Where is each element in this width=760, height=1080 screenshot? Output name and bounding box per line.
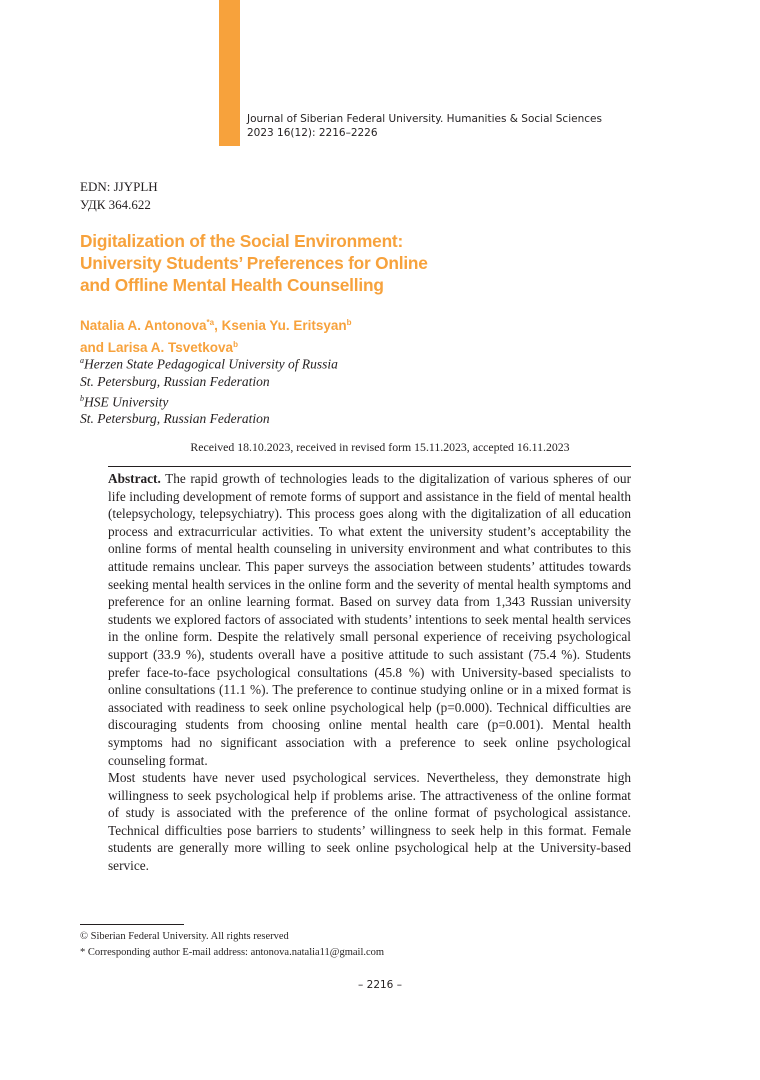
author-name: and Larisa A. Tsvetkova bbox=[80, 340, 234, 355]
abstract-paragraph: Most students have never used psychological services. Nevertheless, they demonstrate high willingness to seek psychological help if problems arise. The attractiveness of the online format of study is associated with the preference of the online format of psychological assistance. Technical difficulties pose barriers to students’ willingness to seek help in this format. Female students are generally more willing to seek online psychological help at the University-based service. bbox=[108, 770, 631, 874]
affiliation-name: Herzen State Pedagogical University of Russia bbox=[84, 356, 338, 372]
affiliation-mark: a bbox=[80, 356, 84, 365]
title-line-3: and Offline Mental Health Counselling bbox=[80, 275, 384, 295]
abstract-paragraph bbox=[108, 470, 631, 769]
author-list bbox=[80, 313, 352, 357]
author-mark: b bbox=[233, 340, 238, 349]
title-line-2: University Students’ Preferences for Online bbox=[80, 253, 428, 273]
affiliations bbox=[80, 352, 338, 427]
udk-code: УДК 364.622 bbox=[80, 197, 151, 212]
footnotes bbox=[80, 929, 384, 961]
abstract bbox=[108, 470, 631, 875]
article-title bbox=[80, 230, 500, 296]
accent-bar bbox=[219, 0, 240, 146]
copyright-note: © Siberian Federal University. All rights reserved bbox=[80, 931, 289, 942]
author-name: Natalia A. Antonova bbox=[80, 318, 207, 333]
author-separator: , bbox=[214, 318, 222, 333]
abstract-label: Abstract. bbox=[108, 471, 161, 486]
page-number: – 2216 – bbox=[358, 979, 402, 991]
affiliation-name: HSE University bbox=[84, 394, 169, 409]
journal-name: Journal of Siberian Federal University. Humanities & Social Sciences bbox=[247, 113, 602, 125]
abstract-divider bbox=[108, 466, 631, 467]
affiliation-mark: b bbox=[80, 393, 84, 403]
footnote-divider bbox=[80, 924, 184, 925]
corresponding-author-note: * Corresponding author E-mail address: antonova.natalia11@gmail.com bbox=[80, 947, 385, 958]
edn-code: EDN: JJYPLH bbox=[80, 179, 158, 194]
journal-issue: 2023 16(12): 2216–2226 bbox=[247, 127, 378, 139]
title-line-1: Digitalization of the Social Environment: bbox=[80, 231, 404, 251]
author-name: Ksenia Yu. Eritsyan bbox=[221, 318, 347, 333]
journal-header bbox=[247, 112, 602, 140]
received-dates: Received 18.10.2023, received in revised form 15.11.2023, accepted 16.11.2023 bbox=[190, 440, 570, 454]
affiliation-city: St. Petersburg, Russian Federation bbox=[80, 411, 270, 426]
author-mark: *a bbox=[206, 318, 215, 327]
abstract-text: The rapid growth of technologies leads to the digitalization of various spheres of our life including development of remote forms of support and assistance in the field of mental health (telepsychology, telepsychiatry). This process goes along with the digitalization of all education process and extracurricular activities. To what extent the university student’s acceptability the online forms of mental health counseling in university environment and what contributes to this attitude remains unclear. This paper surveys the association between students’ attitudes towards seeking mental health services in the online form and the severity of mental health symptoms and preference for an online learning format. Based on survey data from 1,343 Russian university students we explored factors of associated with students’ intentions to seek mental health services in the online form. Despite the relatively small personal experience of receiving psychological support (33.9 %), students overall have a positive attitude to such assistant (75.4 %). Students prefer face-to-face psychological consultations (45.8 %) with University-based specialists to online consultations (11.1 %). The preference to continue studying online or in a mixed format is associated with readiness to seek online psychological help (p=0.000). Technical difficulties are discouraging students from choosing online mental health care (p=0.001). Mental health symptoms had no significant association with a preference to seek online psychological counseling format. bbox=[108, 471, 631, 768]
identifiers bbox=[80, 178, 158, 214]
affiliation-city: St. Petersburg, Russian Federation bbox=[80, 373, 270, 389]
author-mark: b bbox=[346, 318, 352, 327]
